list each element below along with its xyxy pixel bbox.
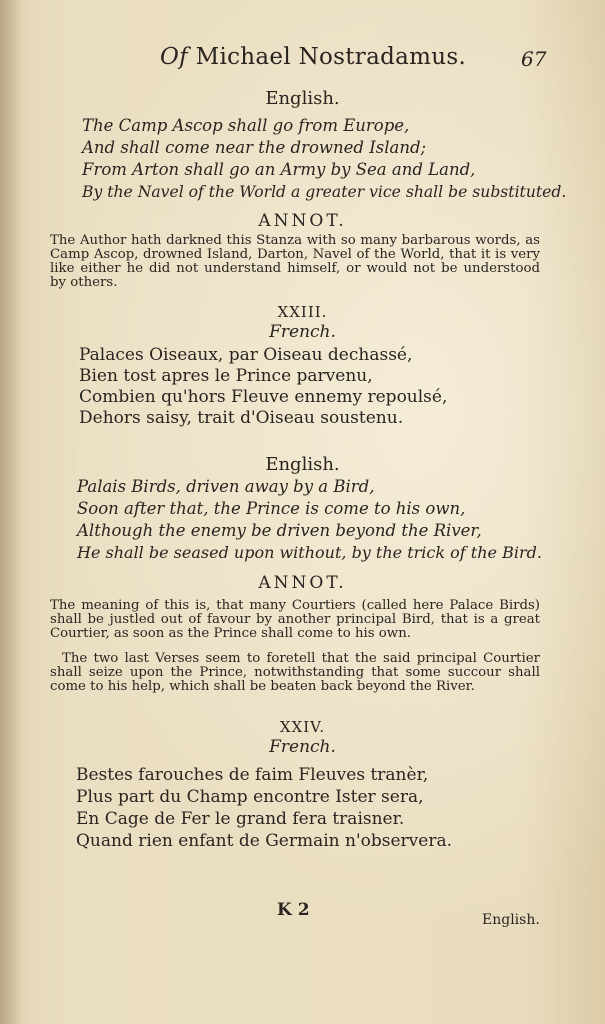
running-head [0,44,605,78]
verse-line: Dehors saisy, trait d'Oiseau soustenu. [79,408,404,428]
verse-line: Bien tost apres le Prince parvenu, [79,366,373,386]
french-heading-23: French. [269,322,336,342]
verse-line: From Arton shall go an Army by Sea and Land, [82,160,476,179]
running-title-name: Michael Nostradamus. [195,44,467,70]
verse-line: Quand rien enfant de Germain n'observera. [76,831,452,851]
verse-line: The Camp Ascop shall go from Europe, [82,116,410,135]
verse-line: Although the enemy be driven beyond the River, [77,521,482,540]
catchword: English. [482,912,540,928]
annot-heading-23: ANNOT. [258,573,347,593]
verse-line: And shall come near the drowned Island; [82,138,427,157]
annot-paragraph: The Author hath darkned this Stanza with so many barbarous words, as Camp Ascop, drowned Island, Darton, Navel of the World, that it is very like either he did not understand himself, or would not be understood by others. [50,233,540,290]
annot-paragraph: The two last Verses seem to foretell that the said principal Courtier shall seize upon the Prince, notwithstanding that some succour shall come to his help, which shall be beaten back beyond the River. [50,651,540,694]
english-heading-23: English. [265,454,340,475]
english-heading-1: English. [265,88,340,109]
verse-line: Soon after that, the Prince is come to his own, [77,499,466,518]
running-title [160,44,466,70]
stanza-numeral-23: XXIII. [277,303,328,321]
verse-line: Bestes farouches de faim Fleuves tranèr, [76,765,429,785]
verse-line: Plus part du Champ encontre Ister sera, [76,787,424,807]
verse-line: En Cage de Fer le grand fera traisner. [76,809,405,829]
signature-mark: K 2 [277,900,310,920]
running-title-of: Of [160,44,188,70]
verse-line: Combien qu'hors Fleuve ennemy repoulsé, [79,387,448,407]
annot-heading-1: ANNOT. [258,211,347,231]
annot-paragraph: The meaning of this is, that many Courtiers (called here Palace Birds) shall be justled out of favour by another principal Bird, that is a great Courtier, as soon as the Prince shall come to his own. [50,598,540,641]
verse-line: Palais Birds, driven away by a Bird, [77,477,375,496]
verse-line: Palaces Oiseaux, par Oiseau dechassé, [79,345,413,365]
verse-line: By the Navel of the World a greater vice shall be substituted. [82,183,567,201]
page-gutter-shadow [0,0,22,1024]
french-heading-24: French. [269,737,336,757]
page-number: 67 [521,47,547,71]
stanza-numeral-24: XXIV. [279,718,326,736]
verse-line: He shall be seased upon without, by the trick of the Bird. [77,543,542,562]
